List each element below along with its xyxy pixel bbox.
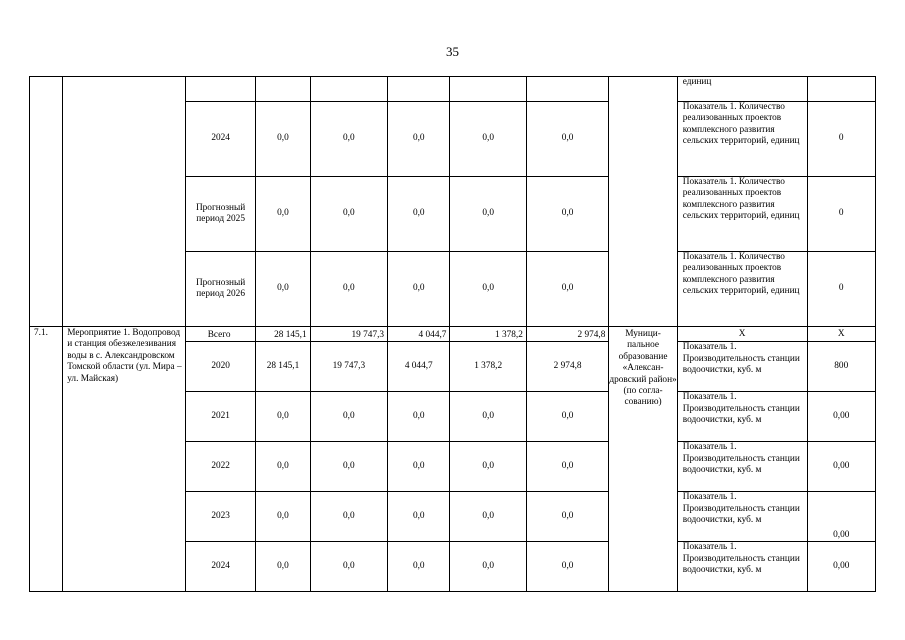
period-cell: Прогнозный период 2025 xyxy=(185,177,255,252)
period-cell: 2024 xyxy=(185,542,255,592)
value-cell: 0,0 xyxy=(450,177,526,252)
program-table xyxy=(29,76,876,592)
value-cell: 2 974,8 xyxy=(526,327,608,342)
indicator-cell: Показатель 1. Количество реализованных проектов комплексного развития сельских территорий, единиц xyxy=(677,102,807,177)
target-cell: 0 xyxy=(807,102,875,177)
value-cell: 19 747,3 xyxy=(310,342,387,392)
value-cell: 19 747,3 xyxy=(310,327,387,342)
value-cell: 0,0 xyxy=(526,102,608,177)
target-cell: 0,00 xyxy=(807,492,875,542)
value-cell: 0,0 xyxy=(256,177,310,252)
executor-cell xyxy=(609,77,677,327)
value-cell: 0,0 xyxy=(310,177,387,252)
period-cell: 2023 xyxy=(185,492,255,542)
measure-executor: Муници-пальное образование «Алексан-дровский район» (по согла-сованию) xyxy=(609,327,677,592)
table-row xyxy=(30,77,876,102)
target-cell: Х xyxy=(807,327,875,342)
value-cell: 28 145,1 xyxy=(256,327,310,342)
table-row xyxy=(30,327,876,342)
target-cell: 0 xyxy=(807,252,875,327)
target-cell: 0,00 xyxy=(807,542,875,592)
value-cell: 2 974,8 xyxy=(526,342,608,392)
value-cell: 0,0 xyxy=(526,252,608,327)
value-cell: 0,0 xyxy=(450,442,526,492)
value-cell: 0,0 xyxy=(310,442,387,492)
value-cell: 0,0 xyxy=(526,542,608,592)
measure-number: 7.1. xyxy=(30,327,63,592)
page-number: 35 xyxy=(446,44,459,59)
value-cell: 0,0 xyxy=(526,177,608,252)
value-cell: 0,0 xyxy=(310,392,387,442)
value-cell: 0,0 xyxy=(388,542,450,592)
target-cell: 800 xyxy=(807,342,875,392)
value-cell: 0,0 xyxy=(310,542,387,592)
value-cell: 0,0 xyxy=(450,542,526,592)
value-cell: 1 378,2 xyxy=(450,327,526,342)
value-cell: 0,0 xyxy=(256,542,310,592)
measure-name-cell xyxy=(63,77,186,327)
measure-name: Мероприятие 1. Водопровод и станция обезжелезивания воды в с. Александровском Томской области (ул. Мира – ул. Майская) xyxy=(63,327,186,592)
number-cell xyxy=(30,77,63,327)
indicator-cell: Показатель 1. Производительность станции водоочистки, куб. м xyxy=(677,492,807,542)
value-cell: 0,0 xyxy=(388,102,450,177)
value-cell: 0,0 xyxy=(256,252,310,327)
target-cell: 0 xyxy=(807,177,875,252)
value-cell: 0,0 xyxy=(256,492,310,542)
period-cell: 2024 xyxy=(185,102,255,177)
target-cell: 0,00 xyxy=(807,392,875,442)
value-cell: 0,0 xyxy=(256,442,310,492)
indicator-cell: Показатель 1. Количество реализованных проектов комплексного развития сельских территорий, единиц xyxy=(677,177,807,252)
indicator-cell: Показатель 1. Производительность станции водоочистки, куб. м xyxy=(677,442,807,492)
indicator-cell: Х xyxy=(677,327,807,342)
value-cell: 0,0 xyxy=(450,252,526,327)
indicator-cell: Показатель 1. Производительность станции водоочистки, куб. м xyxy=(677,392,807,442)
value-cell: 4 044,7 xyxy=(388,342,450,392)
indicator-cell: Показатель 1. Производительность станции водоочистки, куб. м xyxy=(677,342,807,392)
indicator-cell: Показатель 1. Производительность станции водоочистки, куб. м xyxy=(677,542,807,592)
value-cell: 0,0 xyxy=(388,392,450,442)
value-cell: 0,0 xyxy=(388,492,450,542)
indicator-cell: Показатель 1. Количество реализованных проектов комплексного развития сельских территорий, единиц xyxy=(677,252,807,327)
value-cell: 1 378,2 xyxy=(450,342,526,392)
period-cell: Всего xyxy=(185,327,255,342)
value-cell: 0,0 xyxy=(388,442,450,492)
indicator-cell: единиц xyxy=(677,77,807,102)
value-cell: 0,0 xyxy=(388,177,450,252)
value-cell: 0,0 xyxy=(388,252,450,327)
value-cell: 0,0 xyxy=(526,392,608,442)
value-cell: 0,0 xyxy=(526,492,608,542)
period-cell: 2020 xyxy=(185,342,255,392)
period-cell: Прогнозный период 2026 xyxy=(185,252,255,327)
value-cell: 0,0 xyxy=(450,392,526,442)
value-cell: 0,0 xyxy=(256,392,310,442)
value-cell: 4 044,7 xyxy=(388,327,450,342)
value-cell: 0,0 xyxy=(256,102,310,177)
value-cell: 0,0 xyxy=(310,492,387,542)
value-cell: 28 145,1 xyxy=(256,342,310,392)
period-cell: 2022 xyxy=(185,442,255,492)
value-cell: 0,0 xyxy=(310,252,387,327)
period-cell: 2021 xyxy=(185,392,255,442)
value-cell: 0,0 xyxy=(450,102,526,177)
value-cell: 0,0 xyxy=(526,442,608,492)
value-cell: 0,0 xyxy=(310,102,387,177)
target-cell: 0,00 xyxy=(807,442,875,492)
value-cell: 0,0 xyxy=(450,492,526,542)
